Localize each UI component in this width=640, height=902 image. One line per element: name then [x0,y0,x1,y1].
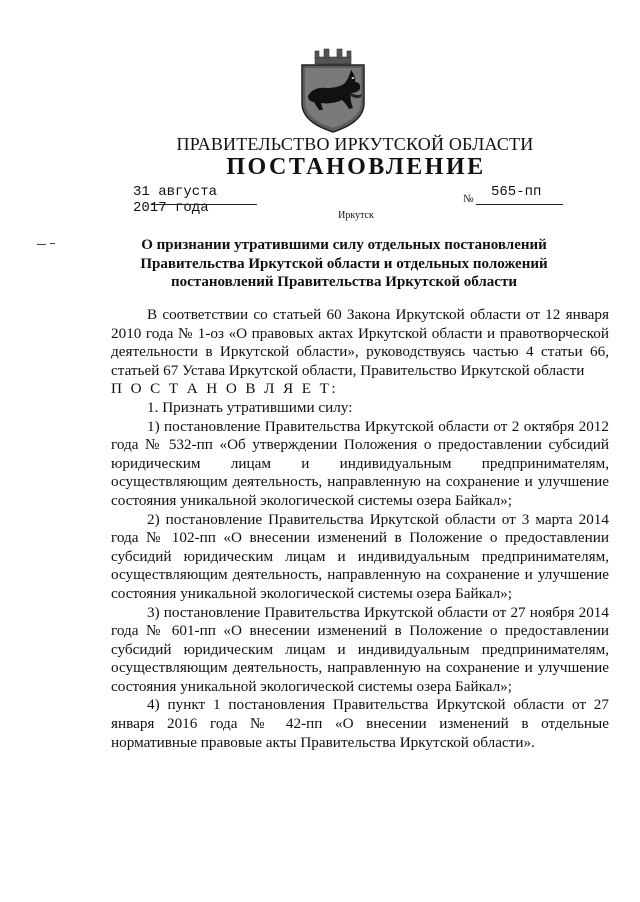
document-date: 31 августа 2017 года [133,184,218,216]
document-city: Иркутск [338,210,374,221]
scan-speck [37,244,46,245]
title-line: Правительства Иркутской области и отдельных положений [140,255,548,272]
document-body [111,306,609,752]
resolve-heading: П О С Т А Н О В Л Я Е Т: [111,380,338,398]
list-item: 3) постановление Правительства Иркутской области от 27 ноября 2014 года № 601-пп «О внесении изменений в Положение о предоставлении субсидий юридическим лицам и индивидуальным предпринимателям, осуществляющим деятельность, направленную на сохранение и улучшение состояния уникальной экологической системы озера Байкал»; [111,603,609,695]
list-item: 2) постановление Правительства Иркутской области от 3 марта 2014 года № 102-пп «О внесении изменений в Положение о предоставлении субсидий юридическим лицам и индивидуальным предпринимателям, осуществляющим деятельность, направленную на сохранение и улучшение состояния уникальной экологической системы озера Байкал»; [111,510,609,602]
coat-of-arms-emblem [296,47,370,133]
title-line: О признании утратившими силу отдельных постановлений [141,237,547,253]
document-type: ПОСТАНОВЛЕНИЕ [226,154,486,180]
document-number: 565-пп [491,184,542,200]
issuing-authority: ПРАВИТЕЛЬСТВО ИРКУТСКОЙ ОБЛАСТИ [176,134,534,154]
number-sign: № [463,193,474,205]
document-title [134,236,554,292]
date-underline [151,204,257,205]
clause-heading: 1. Признать утратившими силу: [147,398,353,416]
scan-speck [50,243,55,244]
number-underline [476,204,563,205]
list-item: 4) пункт 1 постановления Правительства Иркутской области от 27 января 2016 года № 42-пп «О внесении изменений в отдельные нормативные правовые акты Правительства Иркутской области». [111,696,609,751]
list-item: 1) постановление Правительства Иркутской области от 2 октября 2012 года № 532-пп «Об утверждении Положения о предоставлении субсидий юридическим лицам и индивидуальным предпринимателям, осуществляющим деятельность, направленную на сохранение и улучшение состояния уникальной экологической системы озера Байкал»; [111,417,609,509]
preamble-paragraph: В соответствии со статьей 60 Закона Иркутской области от 12 января 2010 года № 1-оз «О правовых актах Иркутской области и правотворческой деятельности в Иркутской области», руководствуясь частью 4 статьи 66, статьей 67 Устава Иркутской области, Правительство Иркутской области [111,306,609,379]
title-line: постановлений Правительства Иркутской области [171,274,517,290]
